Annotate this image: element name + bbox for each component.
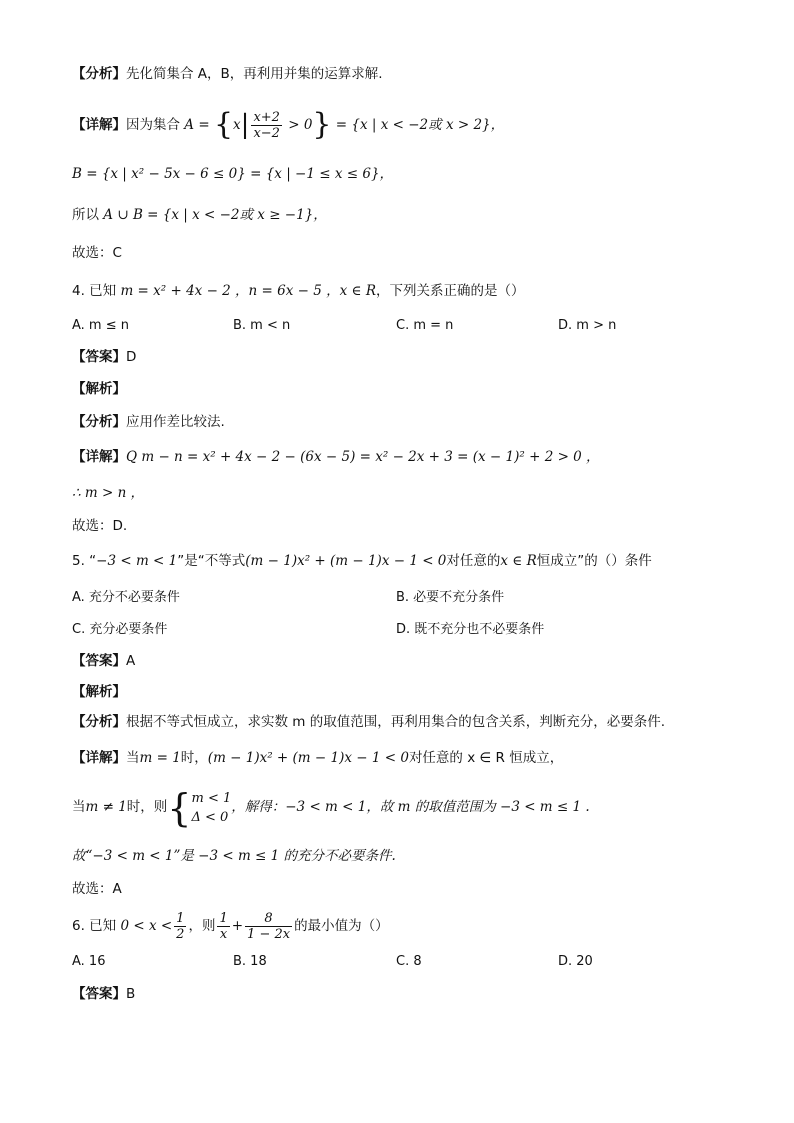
answer-tag: 【答案】 [72, 986, 126, 1002]
math-result: = {x | x < −2或 x > 2}， [331, 117, 505, 133]
analysis-text: 先化简集合 A，B，再利用并集的运算求解. [126, 66, 383, 82]
q6-answer: B [126, 986, 136, 1002]
q6-text-1: ，则 [188, 918, 216, 934]
q5-number: 5. “ [72, 553, 97, 569]
q4-analysis: 应用作差比较法. [126, 414, 225, 430]
q5-d2-mid: 时，则 [126, 799, 168, 815]
fraction-denominator: x [219, 926, 228, 942]
q5-d1-math: m = 1 [139, 750, 181, 766]
q5-d1-mid: 时， [180, 750, 208, 766]
fraction-numerator: 1 [176, 910, 185, 926]
brace-open: { [213, 107, 234, 142]
fraction [251, 110, 282, 141]
system-row-1: m < 1 [191, 790, 232, 806]
q4-detail-math: Q m − n = x² + 4x − 2 − (6x − 5) = x² − 2x + 3 = (x − 1)² + 2 > 0 ， [126, 449, 600, 465]
q5-d1-post: 对任意的 x ∈ R 恒成立， [408, 750, 564, 766]
q5-text-1: ”是“不等式 [177, 553, 246, 569]
detail-line-q3-set-a [72, 108, 504, 142]
analysis-tag: 【分析】 [72, 66, 126, 82]
inequality-system [167, 786, 231, 828]
q4-number: 4. 已知 [72, 283, 121, 299]
fraction-denominator: x−2 [253, 125, 280, 141]
q5-explain-tag [72, 682, 126, 702]
explain-tag: 【解析】 [72, 381, 126, 397]
q5-conclusion [72, 846, 396, 866]
detail-tag: 【详解】 [72, 117, 126, 133]
system-row-2: Δ < 0 [191, 809, 229, 825]
q6-answer-line [72, 984, 135, 1004]
q6-option-a: A. 16 [72, 954, 106, 969]
math-ineq: > 0 [283, 117, 313, 133]
q4-prompt: ，下列关系正确的是（） [375, 283, 525, 299]
detail-tag: 【详解】 [72, 449, 126, 465]
q6-option-b: B. 18 [233, 954, 267, 969]
q4-option-d: D. m > n [558, 318, 617, 333]
q5-d1-pre: 当 [126, 750, 140, 766]
q5-math-3: x ∈ R [500, 553, 537, 569]
fraction-numerator: 1 [219, 910, 228, 926]
detail-line-q3-set-b [72, 164, 393, 184]
q6-option-c: C. 8 [396, 954, 422, 969]
q6-fraction-1 [174, 911, 186, 942]
detail-line-q3-union [72, 205, 327, 225]
q4-detail-line [72, 447, 600, 467]
q4-math: m = x² + 4x − 2 ，n = 6x − 5 ，x ∈ R [120, 283, 376, 299]
brace-close: } [312, 107, 332, 142]
q5-choose: 故选：A [72, 881, 122, 897]
answer-tag: 【答案】 [72, 653, 126, 669]
union-text: 所以 [72, 207, 104, 223]
q4-option-c: C. m = n [396, 318, 454, 333]
q4-answer: D [126, 349, 137, 365]
q5-d2-pre: 当 [72, 799, 86, 815]
q4-option-a: A. m ≤ n [72, 318, 129, 333]
q5-option-d: D. 既不充分也不必要条件 [396, 622, 545, 637]
detail-text: 因为集合 [126, 117, 185, 133]
math-var: x [233, 117, 241, 133]
math-union: A ∪ B = {x | x < −2或 x ≥ −1}， [103, 207, 327, 223]
q4-explain-tag [72, 379, 126, 399]
q4-analysis-line [72, 412, 225, 432]
q5-conclusion-text: 故“−3 < m < 1”是 −3 < m ≤ 1 的充分不必要条件. [72, 848, 396, 864]
bar: | [240, 110, 250, 140]
fraction-numerator: 8 [245, 911, 292, 927]
q5-d2-math: m ≠ 1 [85, 799, 127, 815]
q4-answer-line [72, 347, 136, 367]
q6-fraction-3 [245, 911, 292, 942]
system-rows [191, 789, 231, 827]
plus-sign: + [231, 918, 244, 934]
q5-detail-line-1 [72, 748, 563, 768]
question-4-stem [72, 281, 524, 301]
q5-text-3: 恒成立”的（）条件 [536, 553, 652, 569]
q5-d1-math-2: (m − 1)x² + (m − 1)x − 1 < 0 [207, 750, 409, 766]
q6-fraction-2 [217, 911, 229, 942]
q4-option-b: B. m < n [233, 318, 291, 333]
question-6-stem [72, 906, 389, 946]
q6-math-1: 0 < x < [120, 918, 173, 934]
q5-math-1: −3 < m < 1 [96, 553, 178, 569]
q5-math-2: (m − 1)x² + (m − 1)x − 1 < 0 [245, 553, 447, 569]
math-set-b: B = {x | x² − 5x − 6 ≤ 0} = {x | −1 ≤ x ≤ 6}， [72, 166, 394, 182]
q6-number: 6. 已知 [72, 918, 121, 934]
q5-d2-post: ，解得：−3 < m < 1，故 m 的取值范围为 −3 < m ≤ 1 . [231, 799, 590, 815]
q5-detail-line-2 [72, 786, 590, 828]
fraction-denominator: 2 [176, 926, 185, 942]
analysis-line-q3 [72, 64, 383, 84]
analysis-tag: 【分析】 [72, 414, 126, 430]
q5-analysis-line [72, 712, 665, 732]
q4-therefore [72, 483, 144, 503]
system-brace: { [167, 785, 192, 830]
q4-so: ∴ m > n ， [72, 485, 145, 501]
analysis-tag: 【分析】 [72, 714, 126, 730]
q5-option-b: B. 必要不充分条件 [396, 590, 505, 605]
q5-option-a: A. 充分不必要条件 [72, 590, 180, 605]
explain-tag: 【解析】 [72, 684, 126, 700]
q5-option-c: C. 充分必要条件 [72, 622, 168, 637]
q5-answer: A [126, 653, 136, 669]
answer-tag: 【答案】 [72, 349, 126, 365]
math-set-a: A = [184, 117, 214, 133]
question-5-stem [72, 551, 652, 571]
fraction-denominator: 1 − 2x [247, 926, 291, 942]
q6-prompt: 的最小值为（） [294, 918, 389, 934]
q4-choose: 故选：D. [72, 518, 128, 534]
detail-tag: 【详解】 [72, 750, 126, 766]
choose-line-q3: 故选：C [72, 245, 122, 261]
fraction-numerator: x+2 [253, 109, 280, 125]
q6-option-d: D. 20 [558, 954, 593, 969]
q5-analysis: 根据不等式恒成立，求实数 m 的取值范围，再利用集合的包含关系，判断充分，必要条件. [126, 714, 666, 730]
q5-text-2: 对任意的 [446, 553, 501, 569]
q5-answer-line [72, 651, 135, 671]
